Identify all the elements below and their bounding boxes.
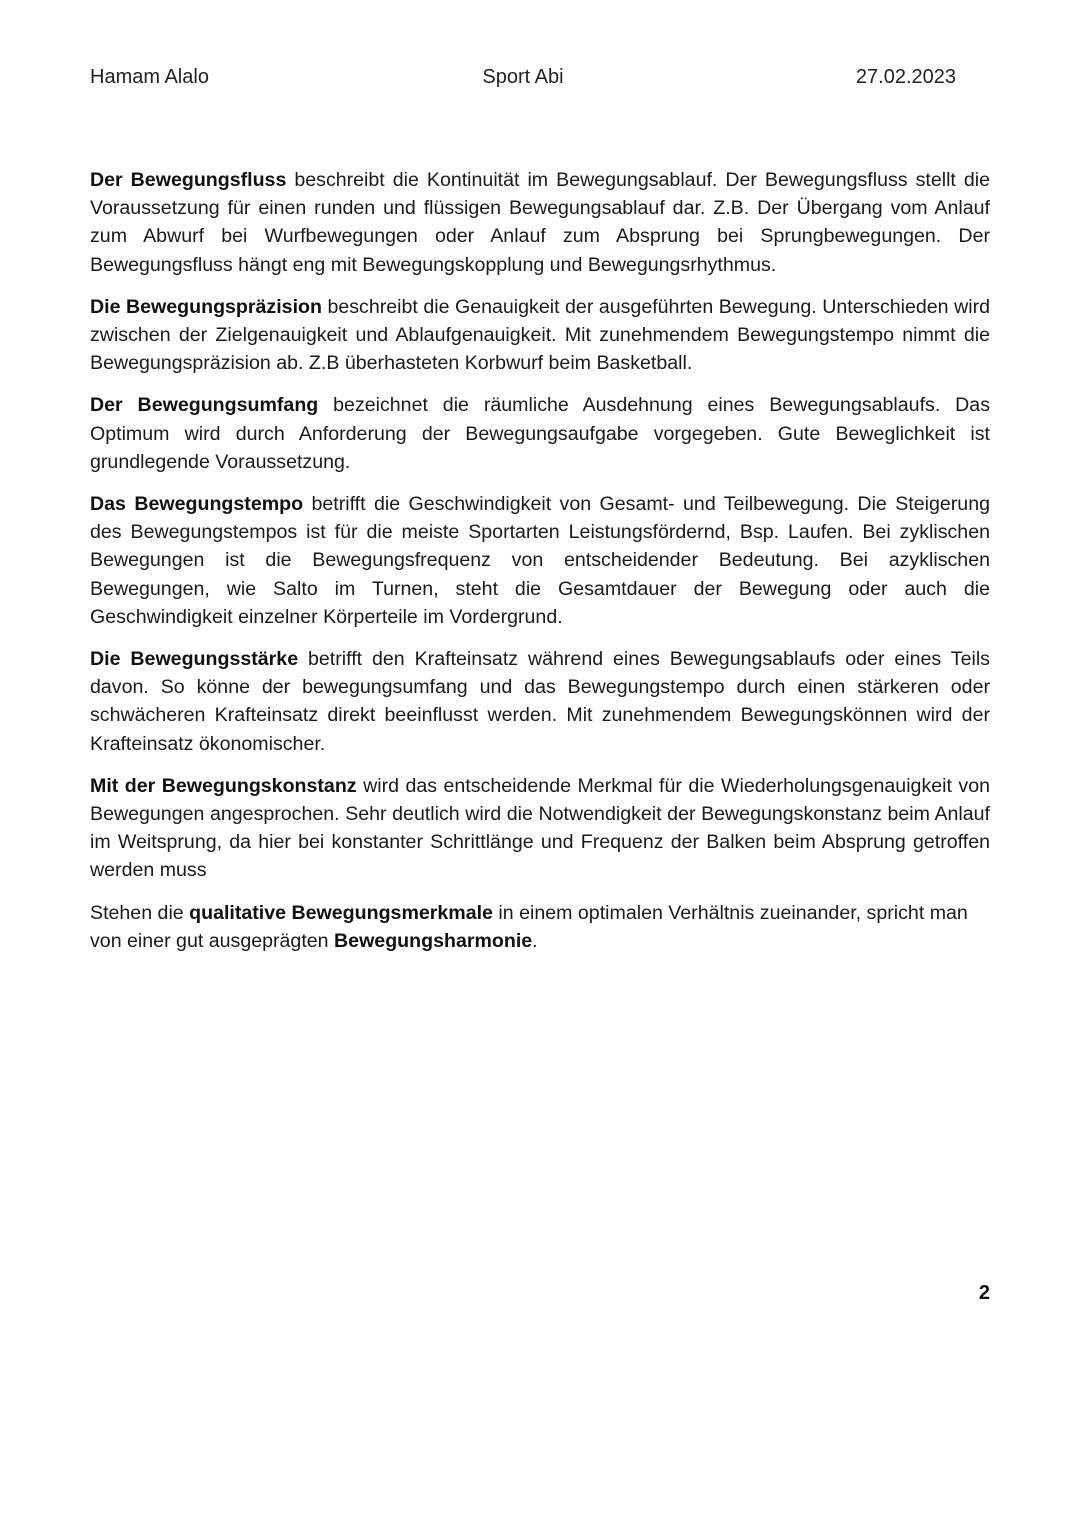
header-author: Hamam Alalo <box>90 66 209 88</box>
paragraph-text: bezeichnet die räumliche Ausdehnung eines Bewegungsablaufs. Das Optimum wird durch Anforderung der Bewegungsaufgabe vorgegeben. Gute Beweglichkeit ist grundlegende Voraussetzung. <box>90 394 990 473</box>
summary-text: . <box>532 929 538 952</box>
paragraph-text: beschreibt die Genauigkeit der ausgeführten Bewegung. Unterschieden wird zwischen der Zielgenauigkeit und Ablaufgenauigkeit. Mit zunehmendem Bewegungstempo nimmt die Bewegungspräzision ab. Z.B überhasteten Korbwurf beim Basketball. <box>90 295 990 375</box>
paragraph-text: betrifft den Krafteinsatz während eines Bewegungsablaufs oder eines Teils davon. So könne der bewegungsumfang und das Bewegungstempo durch einen stärkeren oder schwächeren Krafteinsatz direkt beeinflusst werden. Mit zunehmendem Bewegungskönnen wird der Krafteinsatz ökonomischer. <box>90 648 990 755</box>
paragraph-term: Die Bewegungsstärke <box>90 648 299 671</box>
summary-term: Bewegungsharmonie <box>334 929 533 952</box>
paragraph-bewegungsstaerke <box>90 645 990 758</box>
header-subject: Sport Abi <box>482 66 564 88</box>
paragraph-bewegungstempo <box>90 490 990 631</box>
paragraph-text: betrifft die Geschwindigkeit von Gesamt- und Teilbewegung. Die Steigerung des Bewegungstempos ist für die meiste Sportarten Leistungsfördernd, Bsp. Laufen. Bei zyklischen Bewegungen ist die Bewegungsfrequenz von entscheidender Bedeutung. Bei azyklischen Bewegungen, wie Salto im Turnen, steht die Gesamtdauer der Bewegung oder auch die Geschwindigkeit einzelner Körperteile im Vordergrund. <box>90 493 990 628</box>
paragraph-bewegungsfluss <box>90 166 990 279</box>
paragraph-summary <box>90 899 990 955</box>
paragraph-term: Die Bewegungspräzision <box>90 295 322 318</box>
paragraph-bewegungsumfang <box>90 391 990 476</box>
paragraph-bewegungskonstanz <box>90 772 990 885</box>
paragraph-text: beschreibt die Kontinuität im Bewegungsablauf. Der Bewegungsfluss stellt die Voraussetzung für einen runden und flüssigen Bewegungsablauf dar. Z.B. Der Übergang vom Anlauf zum Abwurf bei Wurfbewegungen oder Anlauf zum Absprung bei Sprungbewegungen. Der Bewegungsfluss hängt eng mit Bewegungskopplung und Bewegungsrhythmus. <box>90 169 990 276</box>
paragraph-term: Der Bewegungsfluss <box>90 169 287 191</box>
page-header <box>90 63 956 91</box>
page-content <box>90 166 990 969</box>
page-number: 2 <box>978 1282 990 1304</box>
paragraph-term: Mit der Bewegungskonstanz <box>90 774 357 797</box>
summary-term: qualitative Bewegungsmerkmale <box>189 901 493 924</box>
paragraph-term: Der Bewegungsumfang <box>90 394 319 417</box>
summary-text: in einem optimalen Verhältnis zueinander, spricht man von einer gut ausgeprägten <box>90 901 968 952</box>
header-date: 27.02.2023 <box>855 66 956 88</box>
paragraph-text: wird das entscheidende Merkmal für die Wiederholungsgenauigkeit von Bewegungen angesprochen. Sehr deutlich wird die Notwendigkeit der Bewegungskonstanz beim Anlauf im Weitsprung, da hier bei konstanter Schrittlänge und Frequenz der Balken beim Absprung getroffen werden muss <box>90 774 990 882</box>
paragraph-bewegungspraezision <box>90 293 990 378</box>
summary-text: Stehen die <box>90 901 190 924</box>
paragraph-term: Das Bewegungstempo <box>90 493 304 516</box>
